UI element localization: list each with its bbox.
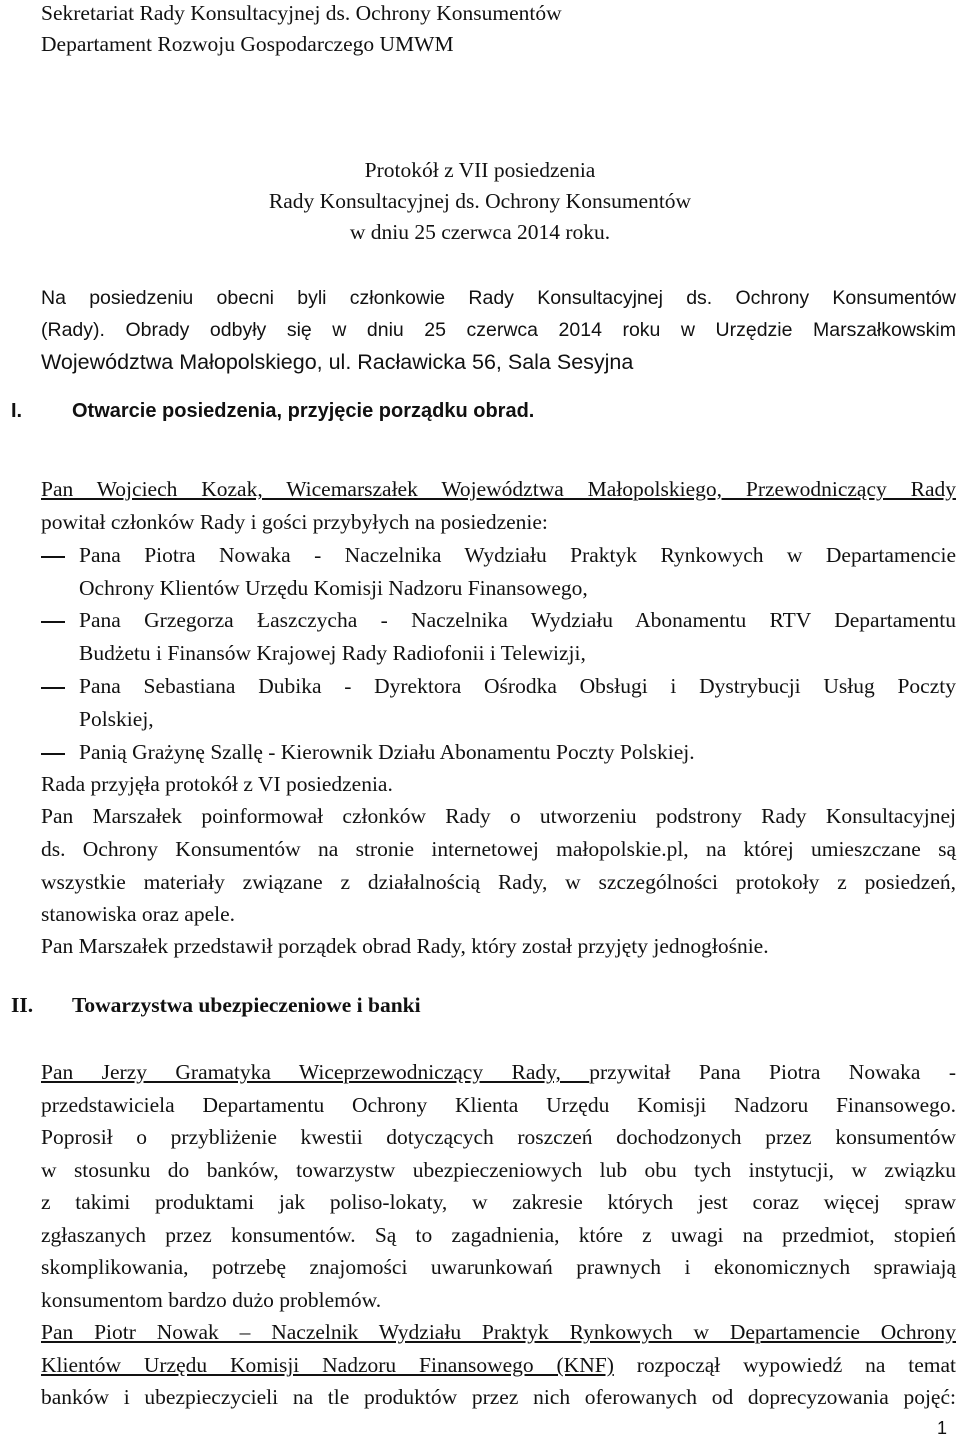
s1-paragraph-3-line-1: Pan Marszałek poinformował członków Rady o utworzeniu podstrony Rady Konsultacyjnej — [41, 804, 956, 828]
s1-paragraph-3-line-2: ds. Ochrony Konsumentów na stronie internetowej małopolskie.pl, na której umieszczane są — [41, 837, 956, 861]
s2-line-7: skomplikowania, potrzebę znajomości uwarunkowań prawnych i ekonomicznych sprawiają — [41, 1255, 956, 1279]
bullet-dash — [41, 687, 65, 689]
intro-line-1: Na posiedzeniu obecni byli członkowie Rady Konsultacyjnej ds. Ochrony Konsumentów — [41, 287, 956, 309]
title-line-3: w dniu 25 czerwca 2014 roku. — [349, 220, 611, 244]
s2-line-11: banków i ubezpieczycieli na tle produktów przez nich oferowanych od doprecyzowania pojęć: — [41, 1385, 956, 1409]
bullet-dash — [41, 753, 65, 755]
s2-line-6: zgłaszanych przez konsumentów. Są to zagadnienia, które z uwagi na przedmiot, stopień — [41, 1223, 956, 1247]
page-number: 1 — [936, 1418, 947, 1438]
s1-paragraph-1-line-1: Pan Wojciech Kozak, Wicemarszałek Województwa Małopolskiego, Przewodniczący Rady — [41, 477, 956, 501]
s2-line-9: Pan Piotr Nowak – Naczelnik Wydziału Praktyk Rynkowych w Departamencie Ochrony — [41, 1320, 956, 1344]
bullet-3-line-2: Polskiej, — [79, 707, 154, 731]
bullet-4-line-1: Panią Grażynę Szallę - Kierownik Działu Abonamentu Poczty Polskiej. — [79, 740, 695, 764]
s2-line-2: przedstawiciela Departamentu Ochrony Klienta Urzędu Komisji Nadzoru Finansowego. — [41, 1093, 956, 1117]
header-line-2: Departament Rozwoju Gospodarczego UMWM — [41, 32, 454, 56]
bullet-dash — [41, 556, 65, 558]
s1-paragraph-3-line-4: stanowiska oraz apele. — [41, 902, 236, 926]
section-1-number: I. — [11, 400, 23, 422]
intro-line-2: (Rady). Obrady odbyły się w dniu 25 czerwca 2014 roku w Urzędzie Marszałkowskim — [41, 319, 956, 341]
bullet-2-line-1: Pana Grzegorza Łaszczycha - Naczelnika Wydziału Abonamentu RTV Departamentu — [79, 608, 956, 632]
s2-line-3: Poprosił o przybliżenie kwestii dotyczących roszczeń dochodzonych przez konsumentów — [41, 1125, 956, 1149]
section-2-title: Towarzystwa ubezpieczeniowe i banki — [72, 993, 421, 1017]
s2-line-4: w stosunku do banków, towarzystw ubezpieczeniowych lub obu tych instytucji, w związku — [41, 1158, 956, 1182]
bullet-dash — [41, 621, 65, 623]
section-2-number: II. — [11, 993, 34, 1017]
title-line-2: Rady Konsultacyjnej ds. Ochrony Konsumentów — [268, 189, 692, 213]
s2-line-1: Pan Jerzy Gramatyka Wiceprzewodniczący Rady, przywitał Pana Piotra Nowaka - — [41, 1060, 956, 1084]
intro-line-3: Województwa Małopolskiego, ul. Racławicka 56, Sala Sesyjna — [41, 350, 634, 374]
s2-line-8: konsumentom bardzo dużo problemów. — [41, 1288, 382, 1312]
s2-line-5: z takimi produktami jak poliso-lokaty, w zakresie których jest coraz więcej spraw — [41, 1190, 956, 1214]
s1-paragraph-1-line-2: powitał członków Rady i gości przybyłych na posiedzenie: — [41, 510, 548, 534]
bullet-1-line-1: Pana Piotra Nowaka - Naczelnika Wydziału Praktyk Rynkowych w Departamencie — [79, 543, 956, 567]
s1-paragraph-2: Rada przyjęła protokół z VI posiedzenia. — [41, 772, 393, 796]
s1-paragraph-3-line-3: wszystkie materiały związane z działalnością Rady, w szczególności protokoły z posiedzeń, — [41, 870, 956, 894]
header-line-1: Sekretariat Rady Konsultacyjnej ds. Ochrony Konsumentów — [41, 1, 562, 25]
title-line-1: Protokół z VII posiedzenia — [364, 158, 596, 182]
section-1-title: Otwarcie posiedzenia, przyjęcie porządku obrad. — [72, 400, 535, 422]
bullet-1-line-2: Ochrony Klientów Urzędu Komisji Nadzoru Finansowego, — [79, 576, 588, 600]
bullet-3-line-1: Pana Sebastiana Dubika - Dyrektora Ośrodka Obsługi i Dystrybucji Usług Poczty — [79, 674, 956, 698]
s1-paragraph-4: Pan Marszałek przedstawił porządek obrad Rady, który został przyjęty jednogłośnie. — [41, 934, 769, 958]
bullet-2-line-2: Budżetu i Finansów Krajowej Rady Radiofonii i Telewizji, — [79, 641, 586, 665]
s2-line-10: Klientów Urzędu Komisji Nadzoru Finansowego (KNF) rozpoczął wypowiedź na temat — [41, 1353, 956, 1377]
